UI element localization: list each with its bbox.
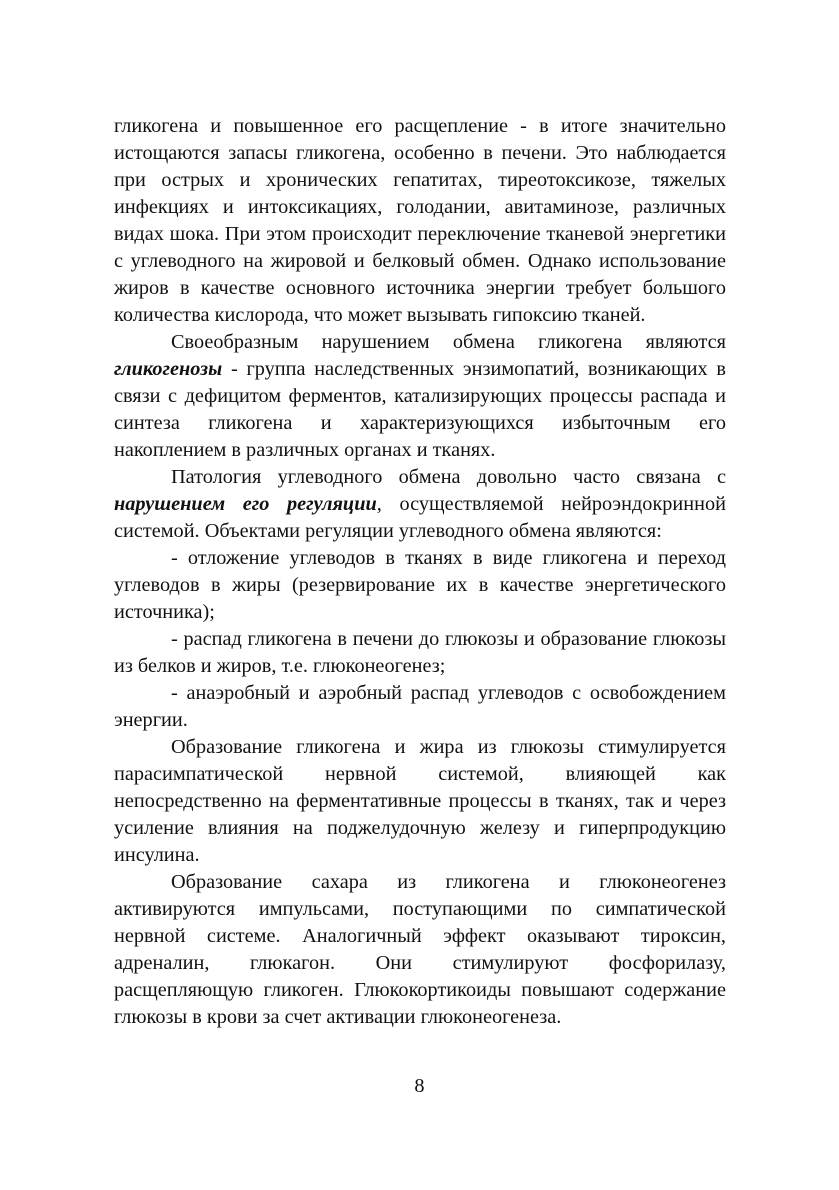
paragraph-continuation: гликогена и повышенное его расщепление - в итоге значительно истощаются запасы гликогена, особенно в печени. Это наблюдается при острых и хронических гепатитах, тиреотоксикозе, тяжелых инфекциях и интоксикациях, голодании, авитаминозе, различных видах шока. При этом происходит переключение тканевой энергетики с углеводного на жировой и белковый обмен. Однако использование жиров в качестве основного источника энергии требует большого количества кислорода, что может вызывать гипоксию тканей. (114, 115, 726, 326)
paragraph-text: - группа наследственных энзимопатий, возникающих в связи с дефицитом ферментов, катализирующих процессы распада и синтеза гликогена и характеризующихся избыточным его накоплением в различных органах и тканях. (114, 358, 726, 461)
page-number: 8 (414, 1075, 425, 1097)
paragraph-parasympathetic: Образование гликогена и жира из глюкозы стимулируется парасимпатической нервной системой, влияющей как непосредственно на ферментативные процессы в тканях, так и через усиление влияния на поджелудочную железу и гиперпродукцию инсулина. (114, 736, 726, 866)
paragraph-text: , осуществляемой нейроэндокринной системой. Объектами регуляции углеводного обмена являются: (114, 493, 726, 542)
paragraph-text: Патология углеводного обмена довольно часто связана с (171, 466, 726, 488)
term-glycogenoses: гликогенозы (114, 358, 223, 380)
paragraph-text: Своеобразным нарушением обмена гликогена являются (171, 331, 726, 353)
page-body (114, 113, 726, 1031)
paragraph-sympathetic: Образование сахара из гликогена и глюконеогенез активируются импульсами, поступающими по симпатической нервной системе. Аналогичный эффект оказывают тироксин, адреналин, глюкагон. Они стимулируют фосфорилазу, расщепляющую гликоген. Глюкокортикоиды повышают содержание глюкозы в крови за счет активации глюконеогенеза. (114, 871, 726, 1028)
list-item-glycogen-deposition: - отложение углеводов в тканях в виде гликогена и переход углеводов в жиры (резервирование их в качестве энергетического источника); (114, 547, 726, 623)
paragraph-regulation (114, 464, 726, 545)
list-item-gluconeogenesis: - распад гликогена в печени до глюкозы и образование глюкозы из белков и жиров, т.е. глюконеогенез; (114, 628, 726, 677)
list-item-carbohydrate-breakdown: - анаэробный и аэробный распад углеводов с освобождением энергии. (114, 682, 726, 731)
term-regulation-disorder: нарушением его регуляции (114, 493, 377, 515)
paragraph-glycogenoses (114, 329, 726, 464)
